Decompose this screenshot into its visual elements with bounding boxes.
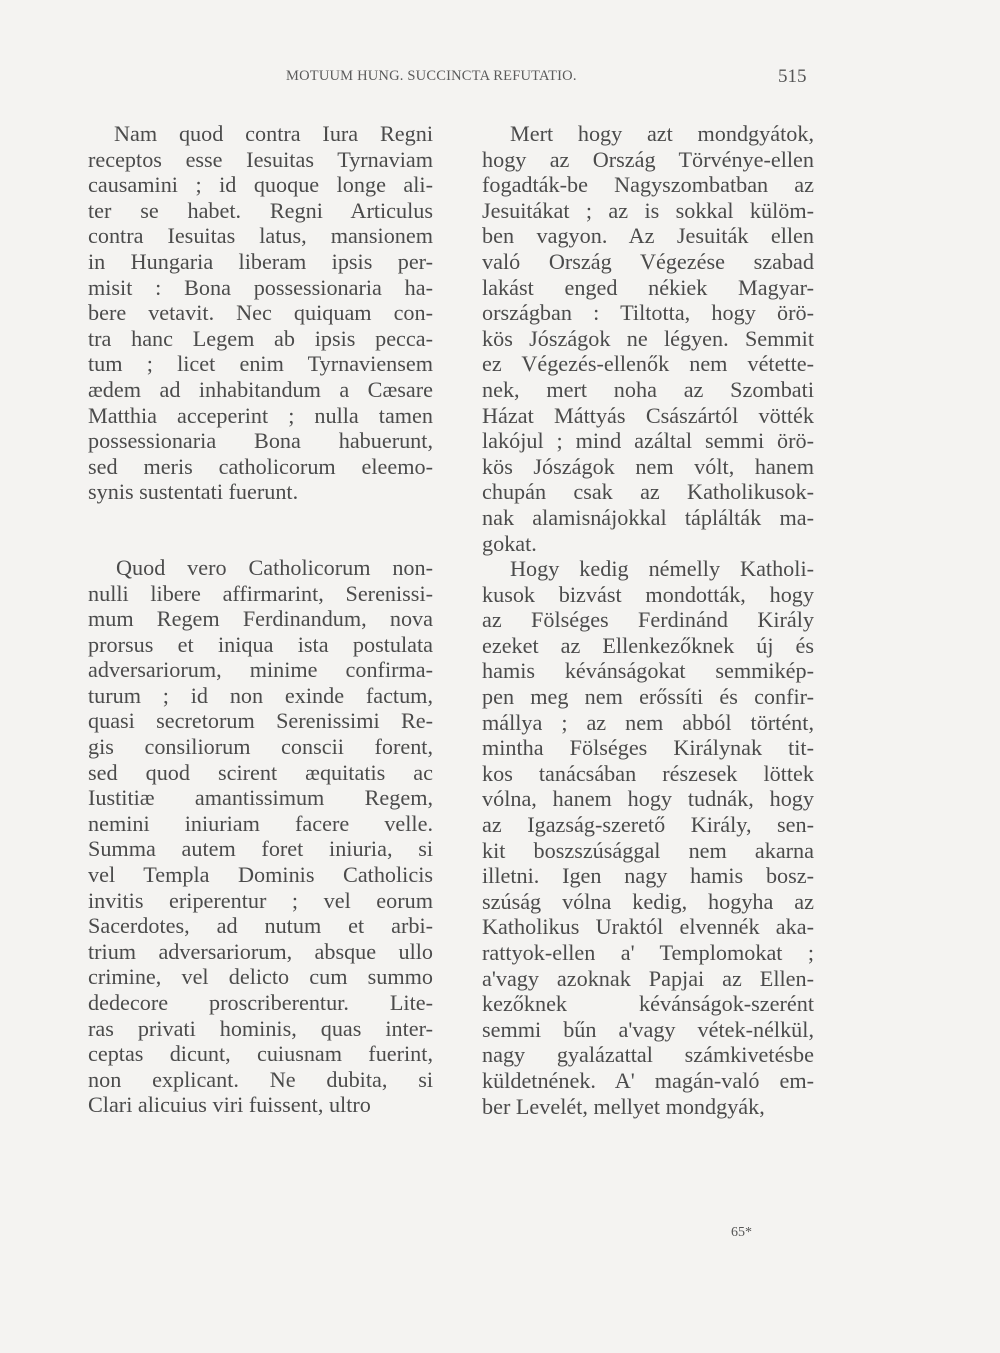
text-line: gokat. [482, 530, 537, 556]
text-line: ædem ad inhabitandum a Cæsare [88, 376, 433, 402]
text-line: kos tanácsában részesek löttek [482, 760, 814, 786]
text-line: nek, mert noha az Szombati [482, 376, 814, 402]
running-head: MOTUUM HUNG. SUCCINCTA REFUTATIO. [286, 68, 577, 84]
text-line: crimine, vel delicto cum summo [88, 964, 433, 990]
text-line: trium adversariorum, absque ullo [88, 938, 433, 964]
text-line: Mert hogy azt mondgyátok, [510, 121, 814, 146]
text-line: semmi bűn a'vagy vétek-nélkül, [482, 1016, 814, 1042]
text-line: vel Templa Dominis Catholicis [88, 862, 433, 888]
text-line: bere vetavit. Nec quiquam con- [88, 300, 433, 326]
text-line: ter se habet. Regni Articulus [88, 197, 433, 223]
text-line: az Fölséges Ferdinánd Király [482, 607, 814, 633]
text-line: non explicant. Ne dubita, si [88, 1066, 433, 1092]
text-line: pen meg nem erőssíti és confir- [482, 684, 814, 710]
text-line: receptos esse Iesuitas Tyrnaviam [88, 146, 433, 172]
text-line: possessionaria Bona habuerunt, [88, 428, 433, 454]
text-line: ceptas dicunt, cuiusnam fuerint, [88, 1041, 433, 1067]
text-line: sed quod scirent æquitatis ac [88, 759, 433, 785]
text-line: contra Iesuitas latus, mansionem [88, 223, 433, 249]
text-line: fogadták-be Nagyszombatban az [482, 172, 814, 198]
hungarian-paragraph-1 [482, 121, 814, 556]
text-line: tum ; licet enim Tyrnaviensem [88, 351, 433, 377]
text-line: nulli libere affirmarint, Serenissi- [88, 580, 433, 606]
text-line: Sacerdotes, ad nutum et arbi- [88, 913, 433, 939]
text-line: dedecore proscriberentur. Lite- [88, 990, 433, 1015]
text-line: Katholikus Uraktól elvennék aka- [482, 914, 814, 940]
text-line: misit : Bona possessionaria ha- [88, 274, 433, 300]
text-line: nagy gyalázattal számkivetésbe [482, 1042, 814, 1068]
text-line: Matthia acceperint ; nulla tamen [88, 402, 433, 428]
page-number: 515 [778, 66, 807, 87]
text-line: tra hanc Legem ab ipsis pecca- [88, 325, 433, 351]
text-line: ez Végezés-ellenők nem vétette- [482, 351, 814, 377]
text-line: kezőknek kévánságok-szerént [482, 991, 814, 1017]
text-line: causamini ; id quoque longe ali- [88, 172, 433, 198]
text-line: hogy az Ország Törvénye-ellen [482, 146, 814, 172]
text-line: mállya ; az nem abból történt, [482, 709, 814, 735]
text-line: a'vagy azoknak Papjai az Ellen- [482, 965, 814, 991]
hungarian-column [482, 121, 814, 1119]
text-line: chupán csak az Katholikusok- [482, 479, 814, 505]
text-line: Hogy kedig némelly Katholi- [510, 556, 814, 582]
text-line: adversariorum, minime confirma- [88, 657, 433, 683]
latin-paragraph-2 [88, 555, 433, 1118]
text-line: ber Levelét, mellyet mondgyák, [482, 1093, 765, 1119]
text-line: küldetnének. A' magán-való em- [482, 1067, 814, 1093]
text-line: quasi secretorum Serenissimi Re- [88, 708, 433, 734]
text-line: kös Jószágok ne légyen. Semmit [482, 325, 814, 351]
text-line: ras privati hominis, quas inter- [88, 1015, 433, 1041]
text-line: prorsus et iniqua ista postulata [88, 631, 433, 657]
text-line: in Hungaria liberam ipsis per- [88, 248, 433, 274]
text-line: való Ország Végezése szabad [482, 248, 814, 274]
text-line: rattyok-ellen a' Templomokat ; [482, 940, 814, 965]
latin-paragraph-1 [88, 121, 433, 505]
text-line: turum ; id non exinde factum, [88, 682, 433, 708]
text-line: gis consiliorum conscii forent, [88, 734, 433, 760]
text-line: hamis kévánságokat semmikép- [482, 658, 814, 684]
text-line: Jesuitákat ; az is sokkal külöm- [482, 197, 814, 223]
text-line: Iustitiæ amantissimum Regem, [88, 785, 433, 811]
text-line: illetni. Igen nagy hamis bosz- [482, 863, 814, 889]
text-line: kusok bizvást mondották, hogy [482, 581, 814, 607]
text-line: nemini iniuriam facere velle. [88, 810, 433, 836]
text-line: sed meris catholicorum eleemo- [88, 453, 433, 479]
text-line: ben vagyon. Az Jesuiták ellen [482, 223, 814, 249]
signature-mark: 65* [731, 1225, 752, 1240]
text-line: Clari alicuius viri fuissent, ultro [88, 1092, 371, 1118]
text-line: lakást enged nékiek Magyar- [482, 274, 814, 300]
text-line: szúság vólna kedig, hogyha az [482, 888, 814, 914]
text-line: synis sustentati fuerunt. [88, 479, 299, 505]
text-line: invitis eriperentur ; vel eorum [88, 887, 433, 913]
text-line: Quod vero Catholicorum non- [116, 554, 433, 580]
text-line: ezeket az Ellenkezőknek új és [482, 632, 814, 658]
text-line: lakójul ; mind azáltal semmi örö- [482, 428, 814, 454]
text-line: Nam quod contra Iura Regni [114, 121, 433, 146]
text-line: mum Regem Ferdinandum, nova [88, 606, 433, 632]
text-line: az Igazság-szerető Király, sen- [482, 812, 814, 838]
text-line: kös Jószágok nem vólt, hanem [482, 453, 814, 479]
text-line: nak alamisnájokkal táplálták ma- [482, 504, 814, 530]
text-line: vólna, hanem hogy tudnák, hogy [482, 786, 814, 812]
text-line: Summa autem foret iniuria, si [88, 836, 433, 862]
text-line: mintha Fölséges Királynak tit- [482, 735, 814, 761]
latin-column [88, 121, 433, 1118]
text-line: Házat Máttyás Császártól vötték [482, 402, 814, 428]
hungarian-paragraph-2 [482, 556, 814, 1119]
text-line: kit boszszúsággal nem akarna [482, 837, 814, 863]
text-line: országban : Tiltotta, hogy örö- [482, 300, 814, 326]
